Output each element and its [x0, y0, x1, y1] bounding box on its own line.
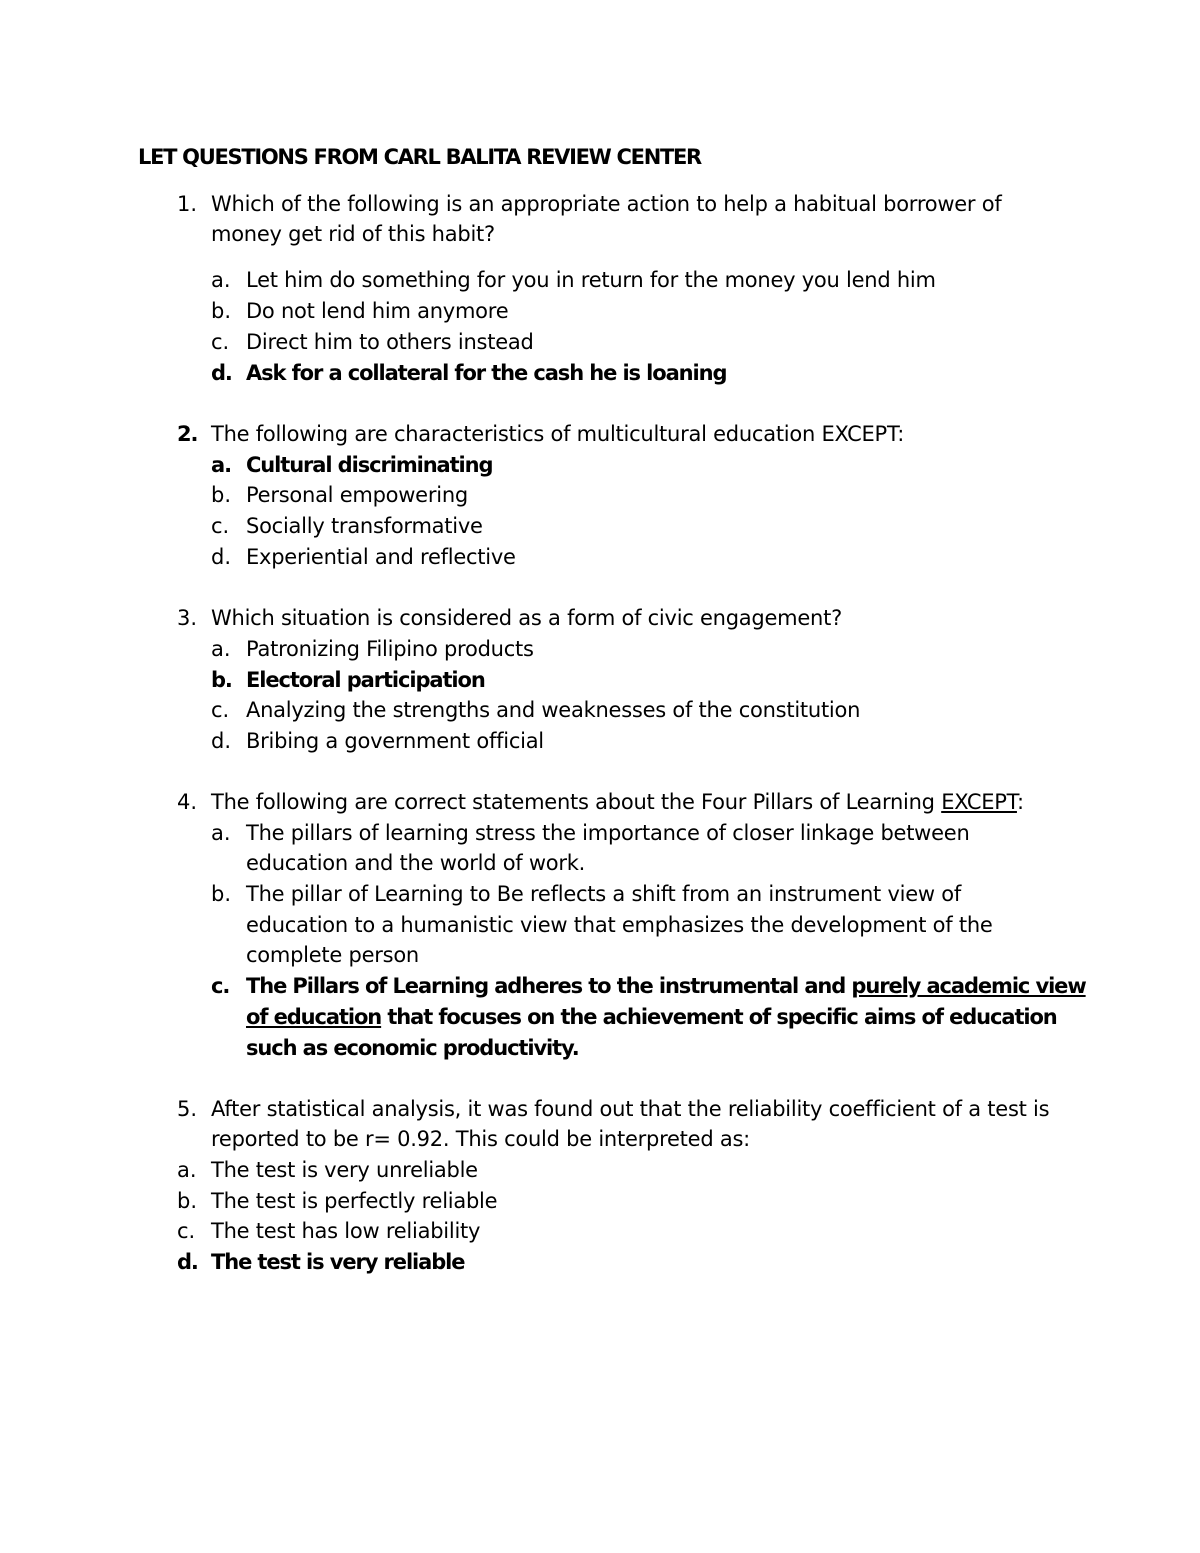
choice-text: Direct him to others instead — [246, 330, 534, 354]
question-text: Which situation is considered as a form of civic engagement? — [211, 606, 842, 630]
question-text: The following are characteristics of multicultural education EXCEPT: — [211, 422, 905, 446]
choice-text-part: that focuses on the achievement of specific aims of education — [381, 1005, 1057, 1029]
choice-letter: d. — [177, 1250, 198, 1274]
choice-letter: c. — [177, 1219, 196, 1243]
choice-letter: a. — [211, 453, 231, 477]
choice-text: education and the world of work. — [246, 851, 586, 875]
choice-text: The test is very reliable — [211, 1250, 465, 1274]
choice-letter: a. — [177, 1158, 197, 1182]
question-text — [211, 787, 1024, 818]
choice-letter: a. — [211, 637, 231, 661]
choice-letter: a. — [211, 268, 231, 292]
choice-letter: b. — [211, 668, 232, 692]
choice-letter: d. — [211, 729, 232, 753]
choice-text: Patronizing Filipino products — [246, 637, 534, 661]
question-number: 5. — [177, 1097, 198, 1121]
question-number: 2. — [177, 422, 198, 446]
choice-letter: d. — [211, 545, 232, 569]
choice-text: Cultural discriminating — [246, 453, 493, 477]
choice-text: Bribing a government official — [246, 729, 544, 753]
underlined-phrase: purely academic view — [851, 974, 1086, 998]
question-number: 4. — [177, 790, 198, 814]
choice-text: Analyzing the strengths and weaknesses of the constitution — [246, 698, 861, 722]
choice-text: The pillars of learning stress the importance of closer linkage between — [246, 821, 970, 845]
choice-text: The test is very unreliable — [211, 1158, 478, 1182]
choice-text: Ask for a collateral for the cash he is loaning — [246, 361, 727, 385]
question-text: money get rid of this habit? — [211, 222, 495, 246]
except-keyword: EXCEPT — [941, 790, 1017, 814]
question-text: reported to be r= 0.92. This could be interpreted as: — [211, 1127, 750, 1151]
choice-text — [246, 1002, 1057, 1033]
choice-letter: c. — [211, 330, 230, 354]
choice-text: The test is perfectly reliable — [211, 1189, 498, 1213]
question-number: 3. — [177, 606, 198, 630]
choice-letter: b. — [177, 1189, 198, 1213]
choice-letter: b. — [211, 882, 232, 906]
choice-letter: c. — [211, 514, 230, 538]
choice-text: such as economic productivity. — [246, 1036, 579, 1060]
choice-letter: c. — [211, 698, 230, 722]
choice-text: education to a humanistic view that emphasizes the development of the — [246, 913, 993, 937]
choice-text: Let him do something for you in return for the money you lend him — [246, 268, 936, 292]
choice-text: Socially transformative — [246, 514, 483, 538]
question-text: After statistical analysis, it was found out that the reliability coefficient of a test is — [211, 1097, 1050, 1121]
choice-letter: c. — [211, 974, 230, 998]
question-number: 1. — [177, 192, 198, 216]
choice-text: The pillar of Learning to Be reflects a shift from an instrument view of — [246, 882, 961, 906]
choice-text: Do not lend him anymore — [246, 299, 509, 323]
choice-text: Personal empowering — [246, 483, 468, 507]
underlined-phrase: of education — [246, 1005, 382, 1029]
choice-text-part: The Pillars of Learning adheres to the instrumental and — [246, 974, 852, 998]
choice-text — [246, 971, 1086, 1002]
choice-letter: d. — [211, 361, 232, 385]
stem-text: The following are correct statements about the Four Pillars of Learning — [211, 790, 942, 814]
choice-text: Experiential and reflective — [246, 545, 516, 569]
question-text: Which of the following is an appropriate action to help a habitual borrower of — [211, 192, 1002, 216]
stem-colon: : — [1016, 790, 1024, 814]
choice-letter: a. — [211, 821, 231, 845]
choice-letter: b. — [211, 483, 232, 507]
choice-text: complete person — [246, 943, 419, 967]
document-title: LET QUESTIONS FROM CARL BALITA REVIEW CENTER — [138, 145, 701, 169]
choice-letter: b. — [211, 299, 232, 323]
choice-text: Electoral participation — [246, 668, 485, 692]
choice-text: The test has low reliability — [211, 1219, 481, 1243]
